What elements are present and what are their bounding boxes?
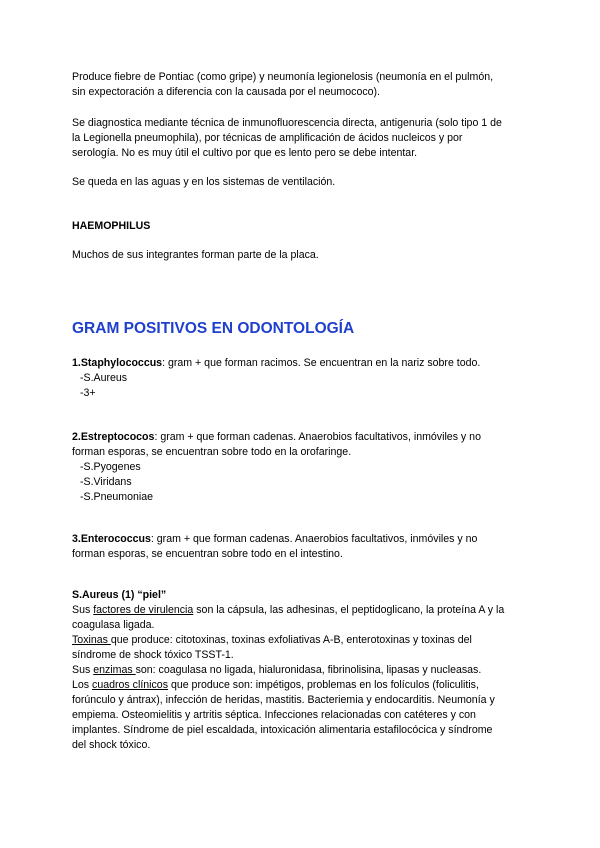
- habitat-paragraph: [72, 175, 532, 190]
- staphylococcus-line: [72, 356, 532, 371]
- staphylococcus-block: [72, 356, 532, 401]
- text-line: del shock tóxico.: [72, 739, 151, 751]
- staphylococcus-name: 1.Staphylococcus: [72, 357, 163, 369]
- list-item: -S.Viridans: [80, 476, 132, 488]
- text-span: Sus: [72, 664, 94, 676]
- enterococcus-desc: : gram + que forman cadenas. Anaerobios facultativos, inmóviles y no: [150, 533, 478, 545]
- text-line: síndrome de shock tóxico TSST-1.: [72, 649, 234, 661]
- text-line: empiema. Osteomielitis y artritis séptica. Infecciones relacionadas con catéteres y con: [72, 709, 476, 721]
- text-span: Los: [72, 679, 93, 691]
- text-span: son la cápsula, las adhesinas, el peptidoglicano, la proteína A y la: [193, 604, 505, 616]
- pontiac-paragraph: [72, 70, 532, 100]
- staphylococcus-desc: : gram + que forman racimos. Se encuentran en la nariz sobre todo.: [162, 357, 481, 369]
- text-line: Se diagnostica mediante técnica de inmunofluorescencia directa, antigenuria (solo tipo 1 de: [72, 117, 502, 129]
- text-line: [72, 663, 532, 678]
- clinical-pictures-term: cuadros clínicos: [92, 679, 168, 691]
- text-line: [72, 678, 532, 693]
- estreptococos-block: [72, 430, 532, 505]
- estreptococos-line: [72, 430, 532, 445]
- saureus-heading: S.Aureus (1) “piel”: [72, 589, 167, 601]
- section-title: GRAM POSITIVOS EN ODONTOLOGÍA: [72, 320, 355, 337]
- text-line: forman esporas, se encuentran sobre todo en el intestino.: [72, 548, 343, 560]
- enterococcus-block: [72, 532, 532, 562]
- list-item: -3+: [80, 387, 96, 399]
- diagnosis-paragraph: [72, 116, 532, 161]
- text-line: la Legionella pneumophila), por técnicas de amplificación de ácidos nucleicos y por: [72, 132, 463, 144]
- virulence-factors-term: factores de virulencia: [93, 604, 194, 616]
- text-line: [72, 633, 532, 648]
- text-span: son: coagulasa no ligada, hialuronidasa, fibrinolisina, lipasas y nucleasas.: [135, 664, 482, 676]
- text-line: Produce fiebre de Pontiac (como gripe) y neumonía legionelosis (neumonía en el pulmón,: [72, 71, 494, 83]
- text-line: serología. No es muy útil el cultivo por que es lento pero se debe intentar.: [72, 147, 418, 159]
- list-item: -S.Pyogenes: [80, 461, 141, 473]
- text-line: Se queda en las aguas y en los sistemas de ventilación.: [72, 176, 336, 188]
- text-line: coagulasa ligada.: [72, 619, 155, 631]
- saureus-block: [72, 588, 532, 753]
- estreptococos-desc: : gram + que forman cadenas. Anaerobios facultativos, inmóviles y no: [154, 431, 481, 443]
- text-line: forúnculo y ántrax), infección de heridas, mastitis. Bacteriemia y endocarditis. Neumonía y: [72, 694, 495, 706]
- text-span: que produce son: impétigos, problemas en los folículos (foliculitis,: [168, 679, 479, 691]
- toxins-term: Toxinas: [72, 634, 111, 646]
- enzymes-term: enzimas: [93, 664, 136, 676]
- text-span: Sus: [72, 604, 94, 616]
- text-line: Muchos de sus integrantes forman parte de la placa.: [72, 249, 319, 261]
- haemophilus-heading: HAEMOPHILUS: [72, 220, 151, 232]
- text-line: forman esporas, se encuentran sobre todo en la orofaringe.: [72, 446, 352, 458]
- haemophilus-paragraph: [72, 248, 532, 263]
- list-item: -S.Pneumoniae: [80, 491, 154, 503]
- text-line: [72, 603, 532, 618]
- list-item: -S.Aureus: [80, 372, 128, 384]
- text-span: que produce: citotoxinas, toxinas exfoliativas A-B, enterotoxinas y toxinas del: [110, 634, 472, 646]
- enterococcus-line: [72, 532, 532, 547]
- estreptococos-name: 2.Estreptococos: [72, 431, 155, 443]
- text-line: implantes. Síndrome de piel escaldada, intoxicación alimentaria estafilocócica y síndrome: [72, 724, 493, 736]
- text-line: sin expectoración a diferencia con la causada por el neumococo).: [72, 86, 380, 98]
- enterococcus-name: 3.Enterococcus: [72, 533, 151, 545]
